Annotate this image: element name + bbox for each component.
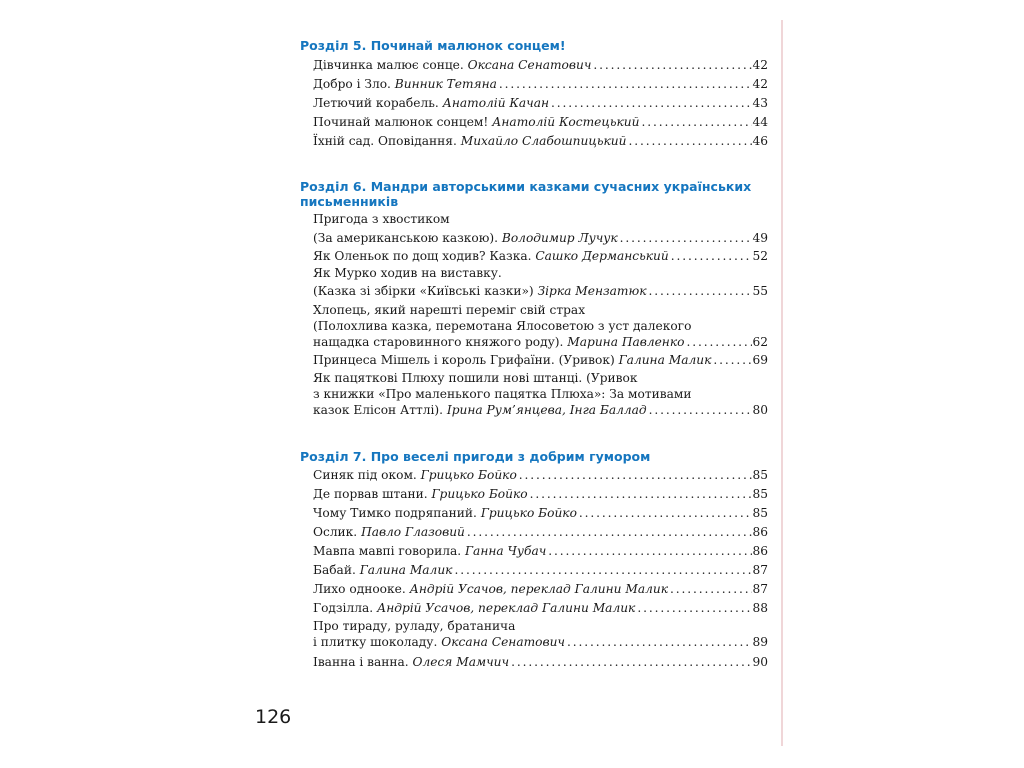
entry-page: 85 xyxy=(752,506,768,520)
entry-author: Михайло Слабошпицький xyxy=(460,134,627,148)
entry-author: Ірина Рум’янцева, Інга Баллад xyxy=(446,403,647,417)
entry-author: Андрій Усачов, переклад Галини Малик xyxy=(409,582,668,596)
entry-page: 69 xyxy=(752,353,768,367)
entry-title-line: Хлопець, який нарешті переміг свій страх xyxy=(313,303,586,317)
toc-entry xyxy=(313,600,768,616)
entry-title: Добро і Зло. xyxy=(313,77,391,91)
entry-author: Грицько Бойко xyxy=(480,506,577,520)
entry-title: Де порвав штани. xyxy=(313,487,428,501)
entry-page: 44 xyxy=(752,115,768,129)
entry-author: Винник Тетяна xyxy=(394,77,497,91)
entry-author: Олеся Мамчич xyxy=(412,655,510,669)
dot-leader xyxy=(684,334,752,350)
toc-entry xyxy=(313,524,768,540)
entry-page: 42 xyxy=(752,58,768,72)
toc-entry xyxy=(313,370,768,418)
toc-entry xyxy=(313,76,768,92)
entry-author: Галина Малик xyxy=(359,563,453,577)
dot-leader xyxy=(465,524,753,540)
dot-leader xyxy=(618,230,753,246)
entry-title-line: Як Мурко ходив на виставку. xyxy=(313,266,502,280)
entry-page: 62 xyxy=(752,335,768,349)
entry-title: (За американською казкою). xyxy=(313,231,499,245)
dot-leader xyxy=(577,505,753,521)
dot-leader xyxy=(565,634,752,650)
entry-author: Сашко Дерманський xyxy=(535,249,669,263)
entry-author: Марина Павленко xyxy=(567,335,685,349)
dot-leader xyxy=(528,486,753,502)
dot-leader xyxy=(509,654,752,670)
entry-title-line: (Полохлива казка, перемотана Ялосоветою з уст далекого xyxy=(313,319,692,333)
entry-page: 49 xyxy=(752,231,768,245)
dot-leader xyxy=(452,562,752,578)
dot-leader xyxy=(591,57,752,73)
entry-title: Принцеса Мішель і король Грифаїни. (Уривок) xyxy=(313,353,615,367)
toc-entry xyxy=(313,581,768,597)
entry-page: 85 xyxy=(752,487,768,501)
entry-title: Їхній сад. Оповідання. xyxy=(313,134,457,148)
entry-page: 42 xyxy=(752,77,768,91)
dot-leader xyxy=(646,283,752,299)
entry-title-line: з книжки «Про маленького пацятка Плюха»: За мотивами xyxy=(313,387,692,401)
page-number: 126 xyxy=(255,706,292,728)
section-5-heading: Розділ 5. Починай малюнок сонцем! xyxy=(300,38,566,53)
toc-entry xyxy=(313,654,768,670)
toc-entry xyxy=(313,562,768,578)
entry-author: Андрій Усачов, переклад Галини Малик xyxy=(376,601,636,615)
section-6-heading xyxy=(300,179,770,209)
dot-leader xyxy=(711,352,752,368)
page-spine-divider xyxy=(781,20,783,746)
toc-entry xyxy=(313,618,768,650)
entry-author: Володимир Лучук xyxy=(501,231,618,245)
dot-leader xyxy=(517,467,753,483)
entry-author: Галина Малик xyxy=(618,353,712,367)
entry-title-line: Про тираду, руладу, братанича xyxy=(313,619,516,633)
toc-entry xyxy=(313,352,768,368)
dot-leader xyxy=(546,543,752,559)
entry-title: Летючий корабель. xyxy=(313,96,439,110)
dot-leader xyxy=(647,402,753,418)
entry-author: Грицько Бойко xyxy=(420,468,517,482)
toc-entry xyxy=(313,57,768,73)
dot-leader xyxy=(639,114,752,130)
entry-page: 85 xyxy=(752,468,768,482)
entry-page: 89 xyxy=(752,635,768,649)
entry-title: Лихо однооке. xyxy=(313,582,406,596)
dot-leader xyxy=(549,95,752,111)
entry-title: (Казка зі збірки «Київські казки») xyxy=(313,284,534,298)
toc-entry xyxy=(313,114,768,130)
entry-title: Чому Тимко подряпаний. xyxy=(313,506,477,520)
dot-leader xyxy=(635,600,752,616)
entry-author: Анатолій Качан xyxy=(442,96,549,110)
toc-entry xyxy=(313,505,768,521)
entry-page: 52 xyxy=(752,249,768,263)
toc-entry xyxy=(313,486,768,502)
entry-title: Ослик. xyxy=(313,525,358,539)
entry-page: 87 xyxy=(752,582,768,596)
entry-title: Як Оленьок по дощ ходив? Казка. xyxy=(313,249,532,263)
entry-author: Анатолій Костецький xyxy=(492,115,640,129)
entry-author: Зірка Мензатюк xyxy=(537,284,647,298)
entry-title: Мавпа мавпі говорила. xyxy=(313,544,462,558)
entry-title: Годзілла. xyxy=(313,601,374,615)
entry-author: Павло Глазовий xyxy=(361,525,465,539)
entry-author: Оксана Сенатович xyxy=(467,58,592,72)
entry-page: 86 xyxy=(752,544,768,558)
section-6-heading-line: Розділ 6. Мандри авторськими казками сучасних українських xyxy=(300,179,752,194)
entry-title: Починай малюнок сонцем! xyxy=(313,115,489,129)
entry-title: Синяк під оком. xyxy=(313,468,417,482)
dot-leader xyxy=(668,581,753,597)
entry-title: Дівчинка малює сонце. xyxy=(313,58,464,72)
toc-entry xyxy=(313,302,768,350)
entry-title-line: Як пацяткові Плюху пошили нові штанці. (Уривок xyxy=(313,371,638,385)
toc-entry xyxy=(313,543,768,559)
entry-author: Ганна Чубач xyxy=(464,544,547,558)
dot-leader xyxy=(497,76,753,92)
section-6-heading-line: письменників xyxy=(300,194,399,209)
entry-title: Бабай. xyxy=(313,563,356,577)
dot-leader xyxy=(669,248,753,264)
entry-author: Грицько Бойко xyxy=(431,487,528,501)
toc-entry xyxy=(313,467,768,483)
entry-title: нащадка старовинного княжого роду). xyxy=(313,335,564,349)
toc-entry xyxy=(313,211,768,246)
entry-page: 86 xyxy=(752,525,768,539)
entry-page: 80 xyxy=(752,403,768,417)
entry-title: казок Елісон Аттлі). xyxy=(313,403,444,417)
dot-leader xyxy=(627,133,753,149)
entry-title-line: Пригода з хвостиком xyxy=(313,212,450,226)
entry-title: і плитку шоколаду. xyxy=(313,635,438,649)
toc-entry xyxy=(313,95,768,111)
entry-page: 46 xyxy=(752,134,768,148)
entry-page: 87 xyxy=(752,563,768,577)
entry-author: Оксана Сенатович xyxy=(441,635,566,649)
entry-page: 90 xyxy=(752,655,768,669)
toc-entry xyxy=(313,265,768,299)
section-7-heading: Розділ 7. Про веселі пригоди з добрим гумором xyxy=(300,449,651,464)
entry-page: 88 xyxy=(752,601,768,615)
toc-entry xyxy=(313,248,768,264)
toc-entry xyxy=(313,133,768,149)
entry-title: Іванна і ванна. xyxy=(313,655,409,669)
entry-page: 55 xyxy=(752,284,768,298)
entry-page: 43 xyxy=(752,96,768,110)
